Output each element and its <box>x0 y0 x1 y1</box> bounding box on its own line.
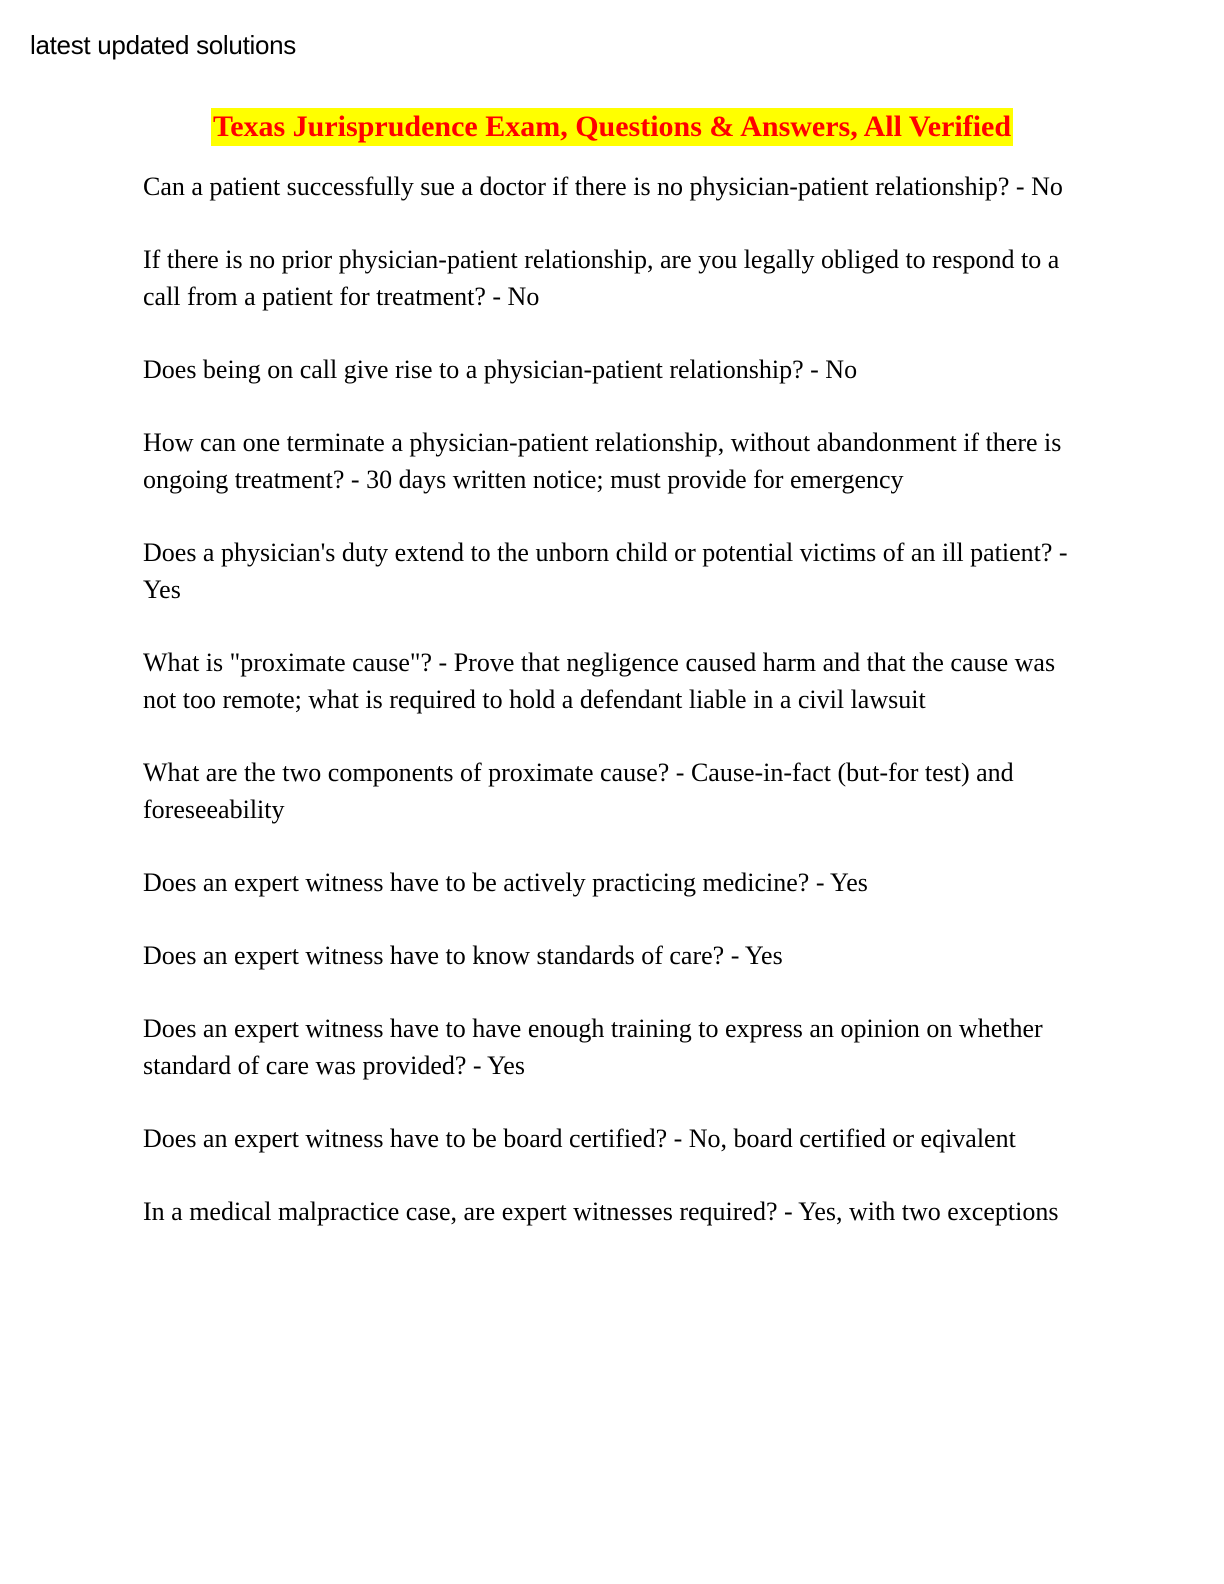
qa-item: What is "proximate cause"? - Prove that negligence caused harm and that the cause was not too remote; what is required to hold a defendant liable in a civil lawsuit <box>143 648 1056 714</box>
qa-item: What are the two components of proximate cause? - Cause-in-fact (but-for test) and foreseeability <box>143 758 1014 824</box>
document-title: Texas Jurisprudence Exam, Questions & Answers, All Verified <box>211 108 1013 146</box>
title-container <box>0 108 1224 146</box>
qa-item: Does being on call give rise to a physician-patient relationship? - No <box>143 355 858 384</box>
qa-item: Does an expert witness have to know standards of care? - Yes <box>143 941 783 970</box>
header-note: latest updated solutions <box>30 30 296 60</box>
qa-item: Does an expert witness have to be actively practicing medicine? - Yes <box>143 868 868 897</box>
qa-item: Does a physician's duty extend to the unborn child or potential victims of an ill patient? - Yes <box>143 538 1068 604</box>
qa-item: How can one terminate a physician-patient relationship, without abandonment if there is ongoing treatment? - 30 days written notice; must provide for emergency <box>143 428 1062 494</box>
qa-item: Does an expert witness have to be board certified? - No, board certified or eqivalent <box>143 1124 1016 1153</box>
qa-item: In a medical malpractice case, are expert witnesses required? - Yes, with two exceptions <box>143 1197 1059 1226</box>
qa-item: Can a patient successfully sue a doctor if there is no physician-patient relationship? - No <box>143 172 1063 201</box>
qa-item: If there is no prior physician-patient relationship, are you legally obliged to respond to a call from a patient for treatment? - No <box>143 245 1060 311</box>
qa-item: Does an expert witness have to have enough training to express an opinion on whether standard of care was provided? - Yes <box>143 1014 1043 1080</box>
qa-list <box>143 168 1083 1266</box>
